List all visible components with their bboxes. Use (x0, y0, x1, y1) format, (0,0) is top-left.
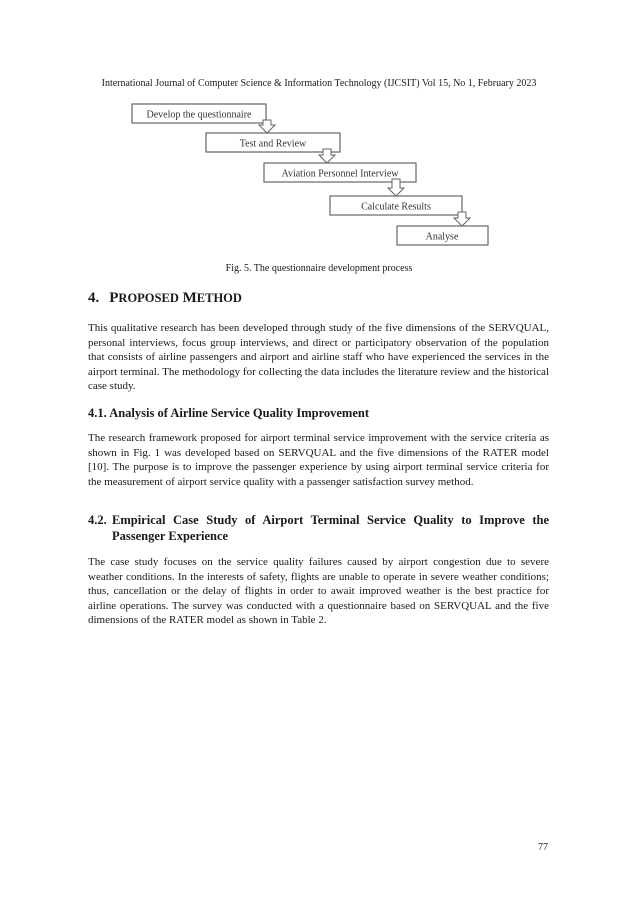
subsection-4-1-heading (88, 405, 549, 421)
flow-step-3-label: Aviation Personnel Interview (281, 168, 399, 180)
subsection-4-2-number: 4.2. (88, 513, 107, 527)
subsection-4-2-title: Empirical Case Study of Airport Terminal Service Quality to Improve the Passenger Experience (112, 513, 549, 543)
flow-step-4-label: Calculate Results (361, 201, 431, 213)
flow-step-5 (397, 226, 488, 245)
section-title-rest-2: ETHOD (196, 291, 242, 305)
flow-step-5-label: Analyse (425, 231, 459, 243)
section-title-initial-1: P (109, 290, 119, 306)
section-title-initial-2: M (178, 290, 197, 306)
subsection-4-2-heading (88, 512, 549, 544)
figure-caption: Fig. 5. The questionnaire development process (225, 263, 413, 274)
flow-step-4 (330, 196, 462, 215)
page-number: 77 (538, 842, 548, 853)
subsection-4-1-paragraph: The research framework proposed for airport terminal service improvement with the service criteria as shown in Fig. 1 was developed based on SERVQUAL and the five dimensions of the RATER model [10]. The purpose is to improve the passenger experience by using airport terminal service criteria for the measurement of airport service quality with a passenger satisfaction survey method. (88, 432, 549, 488)
flow-step-2-label: Test and Review (239, 138, 307, 150)
process-flow-figure (130, 98, 510, 258)
section-4-paragraph: This qualitative research has been developed through study of the five dimensions of the SERVQUAL, personal interviews, focus group interviews, and direct or participatory observation of the population that consists of airline passengers and airport and airline staff who have experienced the services in the airport terminal. The methodology for collecting the data includes the literature review and the historical case study. (88, 322, 549, 393)
subsection-4-2-paragraph: The case study focuses on the service quality failures caused by airport congestion due to severe weather conditions. In the interests of safety, flights are unable to operate in severe weather conditions; thus, cancellation or the delay of flights in order to await improved weather is the best practice for airline operations. The survey was conducted with a questionnaire based on SERVQUAL and the five dimensions of the RATER model as shown in Table 2. (88, 556, 549, 627)
flow-step-2 (206, 133, 340, 152)
section-number: 4. (88, 290, 100, 306)
subsection-4-1-title: Analysis of Airline Service Quality Improvement (109, 406, 370, 420)
subsection-4-1-number: 4.1. (88, 406, 107, 420)
journal-header: International Journal of Computer Science & Information Technology (IJCSIT) Vol 15, No 1, February 2023 (101, 78, 537, 89)
section-title-rest-1: ROPOSED (118, 291, 179, 305)
flow-step-1 (132, 104, 266, 123)
flow-step-1-label: Develop the questionnaire (146, 109, 252, 121)
section-heading (88, 290, 242, 307)
